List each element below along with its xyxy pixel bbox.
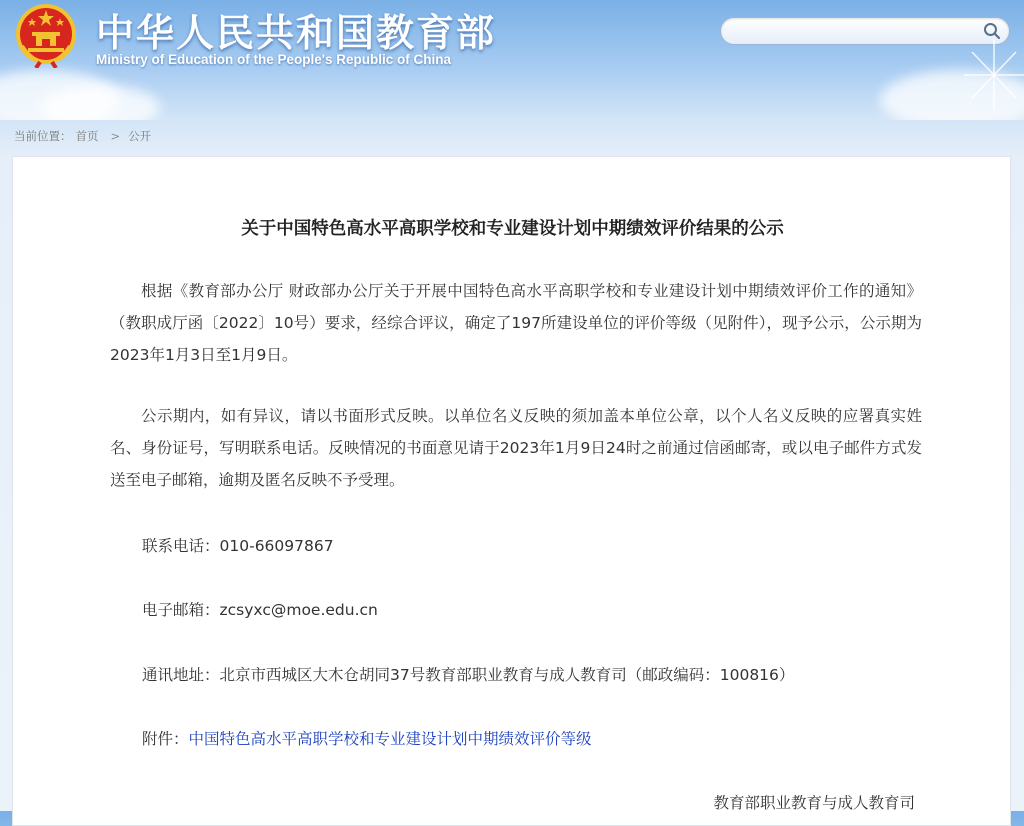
breadcrumb-separator: > <box>110 129 121 143</box>
contact-phone-value: 010-66097867 <box>219 537 334 555</box>
contact-email-line <box>142 598 378 620</box>
breadcrumb-item-home[interactable]: 首页 <box>75 129 99 143</box>
content-panel <box>12 156 1011 826</box>
mailing-address-line <box>142 663 794 685</box>
site-subtitle: Ministry of Education of the People's Republic of China <box>96 52 451 67</box>
article-paragraph-2: 公示期内，如有异议，请以书面形式反映。以单位名义反映的须加盖本单位公章，以个人名义反映的应署真实姓名、身份证号，写明联系电话。反映情况的书面意见请于2023年1月9日24时之前通过信函邮寄，或以电子邮件方式发送至电子邮箱，逾期及匿名反映不予受理。 <box>110 407 922 489</box>
contact-email-value: zcsyxc@moe.edu.cn <box>219 601 378 619</box>
snowflake-decoration-icon <box>934 30 1024 120</box>
attachment-link[interactable]: 中国特色高水平高职学校和专业建设计划中期绩效评价等级 <box>188 730 592 748</box>
article-title: 关于中国特色高水平高职学校和专业建设计划中期绩效评价结果的公示 <box>241 219 784 239</box>
contact-phone-line <box>142 534 334 556</box>
contact-email-label: 电子邮箱： <box>142 601 220 619</box>
national-emblem-icon[interactable] <box>12 2 80 68</box>
site-header <box>0 0 1024 120</box>
mailing-address-label: 通讯地址： <box>142 666 220 684</box>
site-title[interactable]: 中华人民共和国教育部 <box>96 11 497 55</box>
attachment-line <box>142 727 592 749</box>
issuer-signature: 教育部职业教育与成人教育司 <box>713 794 915 812</box>
attachment-label: 附件： <box>142 730 189 748</box>
article-paragraph-1: 根据《教育部办公厅 财政部办公厅关于开展中国特色高水平高职学校和专业建设计划中期绩效评价工作的通知》（教职成厅函〔2022〕10号）要求，经综合评议，确定了197所建设单位的评价等级（见附件），现予公示，公示期为2023年1月3日至1月9日。 <box>110 282 922 364</box>
cloud-decoration <box>40 85 160 120</box>
mailing-address-value: 北京市西城区大木仓胡同37号教育部职业教育与成人教育司（邮政编码：100816） <box>219 666 795 684</box>
breadcrumb <box>14 128 155 144</box>
breadcrumb-label: 当前位置： <box>14 129 72 143</box>
breadcrumb-item-public[interactable]: 公开 <box>128 129 152 143</box>
contact-phone-label: 联系电话： <box>142 537 220 555</box>
